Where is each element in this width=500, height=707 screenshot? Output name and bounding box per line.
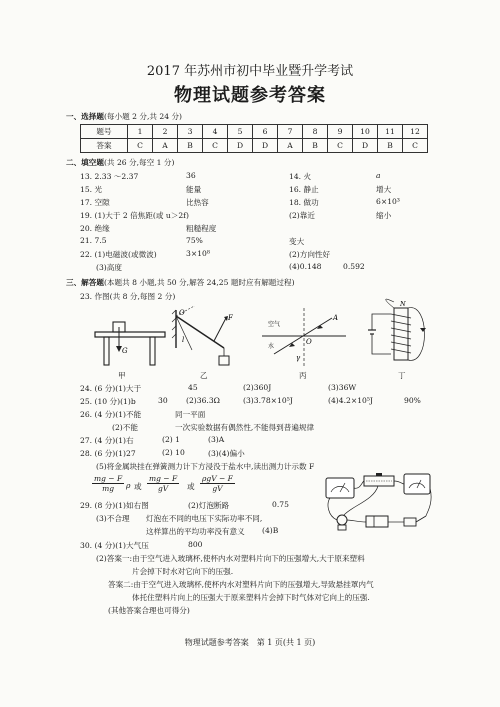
answer-30a: 30. (4 分)(1)大气压 xyxy=(80,541,149,550)
table-cell: 2 xyxy=(153,125,178,139)
fill-answer-13: 13. 2.33 ～2.37 xyxy=(80,172,139,181)
answer-29b: (2)灯泡断路 xyxy=(188,501,230,510)
caption-jia: 甲 xyxy=(118,371,126,380)
answer-27c: (3)A xyxy=(208,435,225,444)
formula-or-2: 或 xyxy=(187,482,195,491)
table-cell: 3 xyxy=(178,125,203,139)
fill-answer-17: 17. 空隙 xyxy=(80,198,110,207)
answer-25e: (4)4.2×10⁵J xyxy=(328,396,373,405)
exam-title: 2017 年苏州市初中毕业暨升学考试 xyxy=(146,64,354,79)
label-n: N xyxy=(400,300,406,308)
section-2-header xyxy=(66,157,174,168)
table-cell: 6 xyxy=(253,125,278,139)
answer-30-line3: 答案二:由于空气进入玻璃杯,使杯内水对塑料片向下的压强增大,导致悬挂罩内气 xyxy=(108,580,374,589)
fill-answer-16b: 增大 xyxy=(376,185,392,194)
fill-answer-21: 21. 7.5 xyxy=(80,236,107,245)
table-cell: B xyxy=(378,139,403,153)
formula-3-num: ρgV − F xyxy=(202,474,233,483)
answer-29e: 灯泡在不同的电压下实际功率不同, xyxy=(146,514,263,523)
answer-28c: (3)(4)偏小 xyxy=(208,449,245,458)
fill-answer-14: 14. 火 xyxy=(289,172,312,181)
fill-answer-15: 15. 光 xyxy=(80,185,103,194)
caption-ding: 丁 xyxy=(398,371,406,380)
fill-answer-21c: 变大 xyxy=(289,237,305,246)
answer-28a: 28. (6 分)(1)27 xyxy=(80,449,136,458)
answer-28-5: (5)将金属块挂在弹簧测力计下方浸没于盐水中,读出测力计示数 F xyxy=(96,462,315,471)
formula-rho: ρ xyxy=(126,481,131,490)
fill-answer-22d: (3)高度 xyxy=(96,263,122,272)
label-a: A xyxy=(333,314,339,322)
page-footer: 物理试题参考答案 第 1 页(共 1 页) xyxy=(184,638,316,647)
label-l: l xyxy=(182,336,185,344)
table-cell: C xyxy=(328,139,353,153)
answer-30-line1: (2)答案一:由于空气进入玻璃杯,使杯内水对塑料片向下的压强增大,大于原来塑料 xyxy=(96,554,365,563)
table-cell: D xyxy=(228,139,253,153)
answer-25f: 90% xyxy=(404,396,421,405)
table-cell: 11 xyxy=(378,125,403,139)
table-cell: D xyxy=(353,139,378,153)
answer-30-other: (其他答案合理也可得分) xyxy=(108,606,190,615)
label-water: 水 xyxy=(268,343,275,350)
fill-answer-14b: a xyxy=(376,171,381,180)
question-23-title: 23. 作图(共 8 分,每图 2 分) xyxy=(80,292,176,301)
label-o: O xyxy=(179,309,185,317)
section-3-heading: 三、解答题 xyxy=(66,278,104,287)
answer-27a: 27. (4 分)(1)右 xyxy=(80,436,134,445)
table-cell: A xyxy=(278,139,303,153)
answer-24d: (3)36W xyxy=(328,383,357,392)
fill-answer-18b: 6×10³ xyxy=(376,197,400,206)
table-row-answers xyxy=(81,139,428,153)
figure-ding xyxy=(364,298,434,370)
formula-2 xyxy=(147,474,179,493)
formula-3-den: gV xyxy=(212,484,223,493)
section-3-note: (本题共 8 小题,共 50 分,解答 24,25 题时应有解题过程) xyxy=(103,278,295,287)
answer-28b: (2) 10 xyxy=(162,448,185,457)
fill-answer-22b: 3×10⁸ xyxy=(186,249,210,258)
answer-26b: 同一平面 xyxy=(175,410,206,419)
section-1-header xyxy=(66,111,182,122)
section-1-heading: 一、选择题 xyxy=(66,112,104,121)
table-cell: C xyxy=(128,139,153,153)
caption-yi: 乙 xyxy=(200,371,208,380)
answer-25d: (3)3.78×10⁵J xyxy=(243,396,293,405)
answer-26c: (2)不能 xyxy=(112,423,138,432)
formula-1-num: mg − F xyxy=(94,474,123,483)
fill-answer-19b: (2)靠近 xyxy=(289,211,315,220)
fill-answer-22c: (2)方向性好 xyxy=(289,250,331,259)
table-cell: C xyxy=(403,139,428,153)
figure-yi xyxy=(170,306,245,368)
fill-answer-13b: 36 xyxy=(186,171,196,180)
answer-25c: (2)36.3Ω xyxy=(186,396,220,405)
fill-answer-22e: (4)0.148 xyxy=(289,262,322,271)
table-cell: 8 xyxy=(303,125,328,139)
section-3-header xyxy=(66,277,295,288)
fill-answer-20: 20. 绝缘 xyxy=(80,224,110,233)
caption-bing: 丙 xyxy=(299,371,307,380)
table-cell: 4 xyxy=(203,125,228,139)
formula-2-num: mg − F xyxy=(149,474,178,483)
answer-26a: 26. (4 分)(1)不能 xyxy=(80,410,142,419)
section-1-note: (每小题 2 分,共 24 分) xyxy=(103,112,183,121)
table-cell: 5 xyxy=(228,125,253,139)
figure-jia xyxy=(90,310,170,368)
answer-24c: (2)360J xyxy=(243,383,272,392)
fill-answer-22f: 0.592 xyxy=(343,262,365,271)
fill-answer-16: 16. 静止 xyxy=(289,185,319,194)
page-title: 物理试题参考答案 xyxy=(174,85,326,106)
table-cell: 1 xyxy=(128,125,153,139)
answer-27b: (2) 1 xyxy=(162,435,181,444)
formula-or-1: 或 xyxy=(134,482,142,491)
fill-answer-18: 18. 做功 xyxy=(289,198,319,207)
table-row-numbers xyxy=(81,125,428,139)
table-cell: A xyxy=(153,139,178,153)
fill-answer-19: 19. (1)大于 2 倍焦距(或 u＞2f) xyxy=(80,211,189,220)
fill-answer-19c: 缩小 xyxy=(376,211,392,220)
choice-answer-table xyxy=(80,124,428,153)
answer-30-line2: 片会掉下时水对它向下的压强. xyxy=(132,567,234,576)
table-cell: B xyxy=(178,139,203,153)
answer-24b: 45 xyxy=(188,383,198,392)
figure-bing xyxy=(262,306,346,368)
table-cell: C xyxy=(203,139,228,153)
answer-24a: 24. (6 分)(1)大于 xyxy=(80,384,142,393)
label-o2: O xyxy=(306,338,312,346)
table-cell: 10 xyxy=(353,125,378,139)
table-cell: 9 xyxy=(328,125,353,139)
table-cell: B xyxy=(303,139,328,153)
circuit-figure xyxy=(322,470,434,540)
table-cell: 12 xyxy=(403,125,428,139)
label-gamma: γ xyxy=(296,354,301,362)
section-2-note: (共 26 分,每空 1 分) xyxy=(103,158,175,167)
fill-answer-15b: 能量 xyxy=(186,185,202,194)
table-cell: 7 xyxy=(278,125,303,139)
formula-2-den: gV xyxy=(157,484,169,493)
fill-answer-20b: 粗糙程度 xyxy=(186,224,217,233)
answer-29c: 0.75 xyxy=(272,500,289,509)
answer-25b: 30 xyxy=(158,396,168,405)
fill-answer-22: 22. (1)电磁波(或微波) xyxy=(80,250,157,259)
fill-answer-17b: 比热容 xyxy=(186,198,209,207)
answer-30-line4: 体托住塑料片向上的压强大于原来塑料片会掉下时气体对它向上的压强. xyxy=(132,593,370,602)
label-air: 空气 xyxy=(268,321,281,328)
answer-29f: 这样算出的平均功率没有意义 xyxy=(146,527,245,536)
fill-answer-21b: 75% xyxy=(186,236,203,245)
label-g: G xyxy=(122,347,128,355)
table-cell: D xyxy=(253,139,278,153)
formula-1-den: mg xyxy=(102,484,115,493)
answer-25a: 25. (10 分)(1)b xyxy=(80,397,136,406)
answer-29a: 29. (8 分)(1)如右图 xyxy=(80,501,149,510)
answer-29g: (4)B xyxy=(262,526,279,535)
answer-29d: (3)不合理 xyxy=(96,514,130,523)
formula-1 xyxy=(92,474,124,493)
answer-26d: 一次实验数据有偶然性,不能得到普遍规律 xyxy=(175,423,315,432)
section-2-heading: 二、填空题 xyxy=(66,158,104,167)
table-header-cell: 答案 xyxy=(81,139,128,153)
formula-3 xyxy=(200,474,235,493)
table-header-cell: 题号 xyxy=(81,125,128,139)
answer-30b: 800 xyxy=(188,540,203,549)
label-f: F xyxy=(228,314,233,322)
